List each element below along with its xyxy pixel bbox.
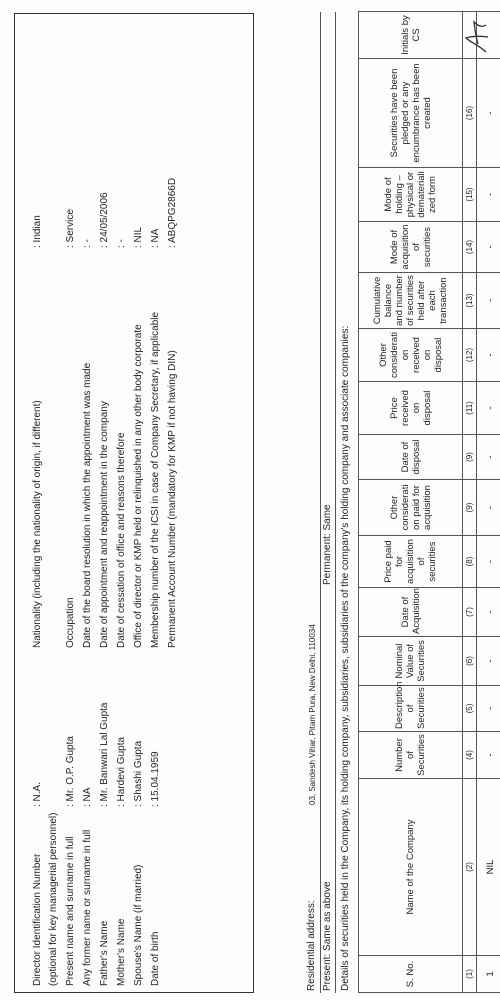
table-cell: - bbox=[477, 732, 500, 779]
present-address: Present: Same as above bbox=[322, 881, 333, 991]
table-row bbox=[477, 12, 500, 993]
mother-name-label: Mother's Name bbox=[116, 918, 127, 986]
nationality-label: Nationality (including the nationality of origin, if different) bbox=[32, 400, 43, 648]
din-value: : N.A. bbox=[32, 781, 43, 807]
column-number: (14) bbox=[463, 222, 477, 273]
header-cell: Date of Acquisition bbox=[359, 588, 463, 637]
header-cell: Mode of acquisition of securities bbox=[359, 222, 463, 273]
pan-label: Permanent Account Number (mandatory for KMP if not having DIN) bbox=[167, 350, 178, 648]
din-label: Director Identification Number bbox=[32, 853, 43, 986]
table-cell: - bbox=[477, 480, 500, 536]
din-note: (optional for key managerial personnel) bbox=[48, 812, 59, 986]
header-cell: Cumulative balance and number of securities held after each transaction bbox=[359, 273, 463, 329]
table-cell: NIL bbox=[477, 779, 500, 956]
table-cell: - bbox=[477, 59, 500, 168]
column-number: (13) bbox=[463, 273, 477, 329]
column-number: (12) bbox=[463, 329, 477, 382]
header-cell: Initials by CS bbox=[359, 12, 463, 59]
column-number: (8) bbox=[463, 536, 477, 588]
header-cell: Mode of holding – physical or demateriali zed form bbox=[359, 168, 463, 222]
table-cell: - bbox=[477, 686, 500, 732]
column-number: (4) bbox=[463, 732, 477, 779]
header-cell: Description of Securities bbox=[359, 686, 463, 732]
table-cell: - bbox=[477, 222, 500, 273]
father-name-value: : Mr. Banwari Lal Gupta bbox=[99, 702, 110, 807]
permanent-address: Permanent: Same bbox=[322, 504, 333, 585]
present-name-value: : Mr. O.P. Gupta bbox=[65, 736, 76, 807]
table-cell: - bbox=[477, 329, 500, 382]
table-number-row bbox=[463, 12, 477, 993]
other-office-value: : NIL bbox=[133, 226, 144, 248]
header-cell: Other considerati on received on disposal bbox=[359, 329, 463, 382]
table-header-row bbox=[359, 12, 463, 993]
board-resolution-label: Date of the board resolution in which the appointment was made bbox=[82, 362, 93, 648]
column-number: (1) bbox=[463, 956, 477, 993]
nationality-value: : Indian bbox=[32, 215, 43, 248]
spouse-name-label: Spouse's Name (if married) bbox=[133, 864, 144, 986]
table-cell: 1 bbox=[477, 956, 500, 993]
column-number: (5) bbox=[463, 686, 477, 732]
father-name-label: Father's Name bbox=[99, 920, 110, 986]
address-rule-2 bbox=[335, 12, 336, 993]
dob-value: : 15.04.1959 bbox=[150, 751, 161, 807]
table-cell: - bbox=[477, 588, 500, 637]
column-number: (9) bbox=[463, 480, 477, 536]
appointment-date-label: Date of appointment and reappointment in the company bbox=[99, 401, 110, 648]
column-number: (15) bbox=[463, 168, 477, 222]
appointment-date-value: : 24/05/2006 bbox=[99, 192, 110, 248]
cessation-value: : - bbox=[116, 239, 127, 248]
securities-table bbox=[358, 11, 500, 993]
header-cell: Price received on disposal bbox=[359, 382, 463, 435]
icsi-membership-label: Membership number of the ICSI in case of Company Secretary, if applicable bbox=[150, 311, 161, 648]
header-cell: Price paid for acquisition of securities bbox=[359, 536, 463, 588]
spouse-name-value: : Shashi Gupta bbox=[133, 740, 144, 807]
header-cell: Other considerati on paid for acquisition bbox=[359, 480, 463, 536]
pan-value: : ABQPG2866D bbox=[167, 177, 178, 248]
other-office-label: Office of director or KMP held or relinquished in any other body corporate bbox=[133, 324, 144, 648]
header-cell: Nominal Value of Securities bbox=[359, 637, 463, 686]
column-number: (16) bbox=[463, 59, 477, 168]
column-number: (7) bbox=[463, 588, 477, 637]
column-number: (9) bbox=[463, 435, 477, 480]
table-cell: - bbox=[477, 637, 500, 686]
residential-address-label: Residential address: bbox=[306, 900, 317, 991]
table-cell: - bbox=[477, 536, 500, 588]
header-cell: Name of the Company bbox=[359, 779, 463, 956]
initials-signature-icon bbox=[462, 16, 492, 56]
present-name-label: Present name and surname in full bbox=[65, 836, 76, 986]
cessation-label: Date of cessation of office and reasons therefore bbox=[116, 432, 127, 648]
column-number: (2) bbox=[463, 779, 477, 956]
header-cell: S. No. bbox=[359, 956, 463, 993]
header-cell: Number of Securities bbox=[359, 732, 463, 779]
dob-label: Date of birth bbox=[150, 931, 161, 986]
occupation-label: Occupation bbox=[65, 597, 76, 648]
board-resolution-value: : - bbox=[82, 239, 93, 248]
column-number: (11) bbox=[463, 382, 477, 435]
residential-address-value: 03, Sandesh Vihar, Pitam Pura, New Delhi, 110034 bbox=[308, 624, 317, 805]
former-name-value: : NA bbox=[82, 787, 93, 807]
table-cell: - bbox=[477, 382, 500, 435]
header-cell: Securities have been pledged or any encumbrance has been created bbox=[359, 59, 463, 168]
address-rule bbox=[320, 12, 321, 993]
table-cell: - bbox=[477, 168, 500, 222]
occupation-value: : Service bbox=[65, 209, 76, 248]
mother-name-value: : Hardevi Gupta bbox=[116, 736, 127, 807]
header-cell: Date of disposal bbox=[359, 435, 463, 480]
table-cell: - bbox=[477, 435, 500, 480]
icsi-membership-value: : NA bbox=[150, 228, 161, 248]
securities-heading: Details of securities held in the Company, its holding company, subsidiaries, subsidiaries of the company's holding company and associate companies: bbox=[340, 325, 351, 991]
table-cell: - bbox=[477, 273, 500, 329]
former-name-label: Any former name or surname in full bbox=[82, 829, 93, 986]
column-number: (6) bbox=[463, 637, 477, 686]
